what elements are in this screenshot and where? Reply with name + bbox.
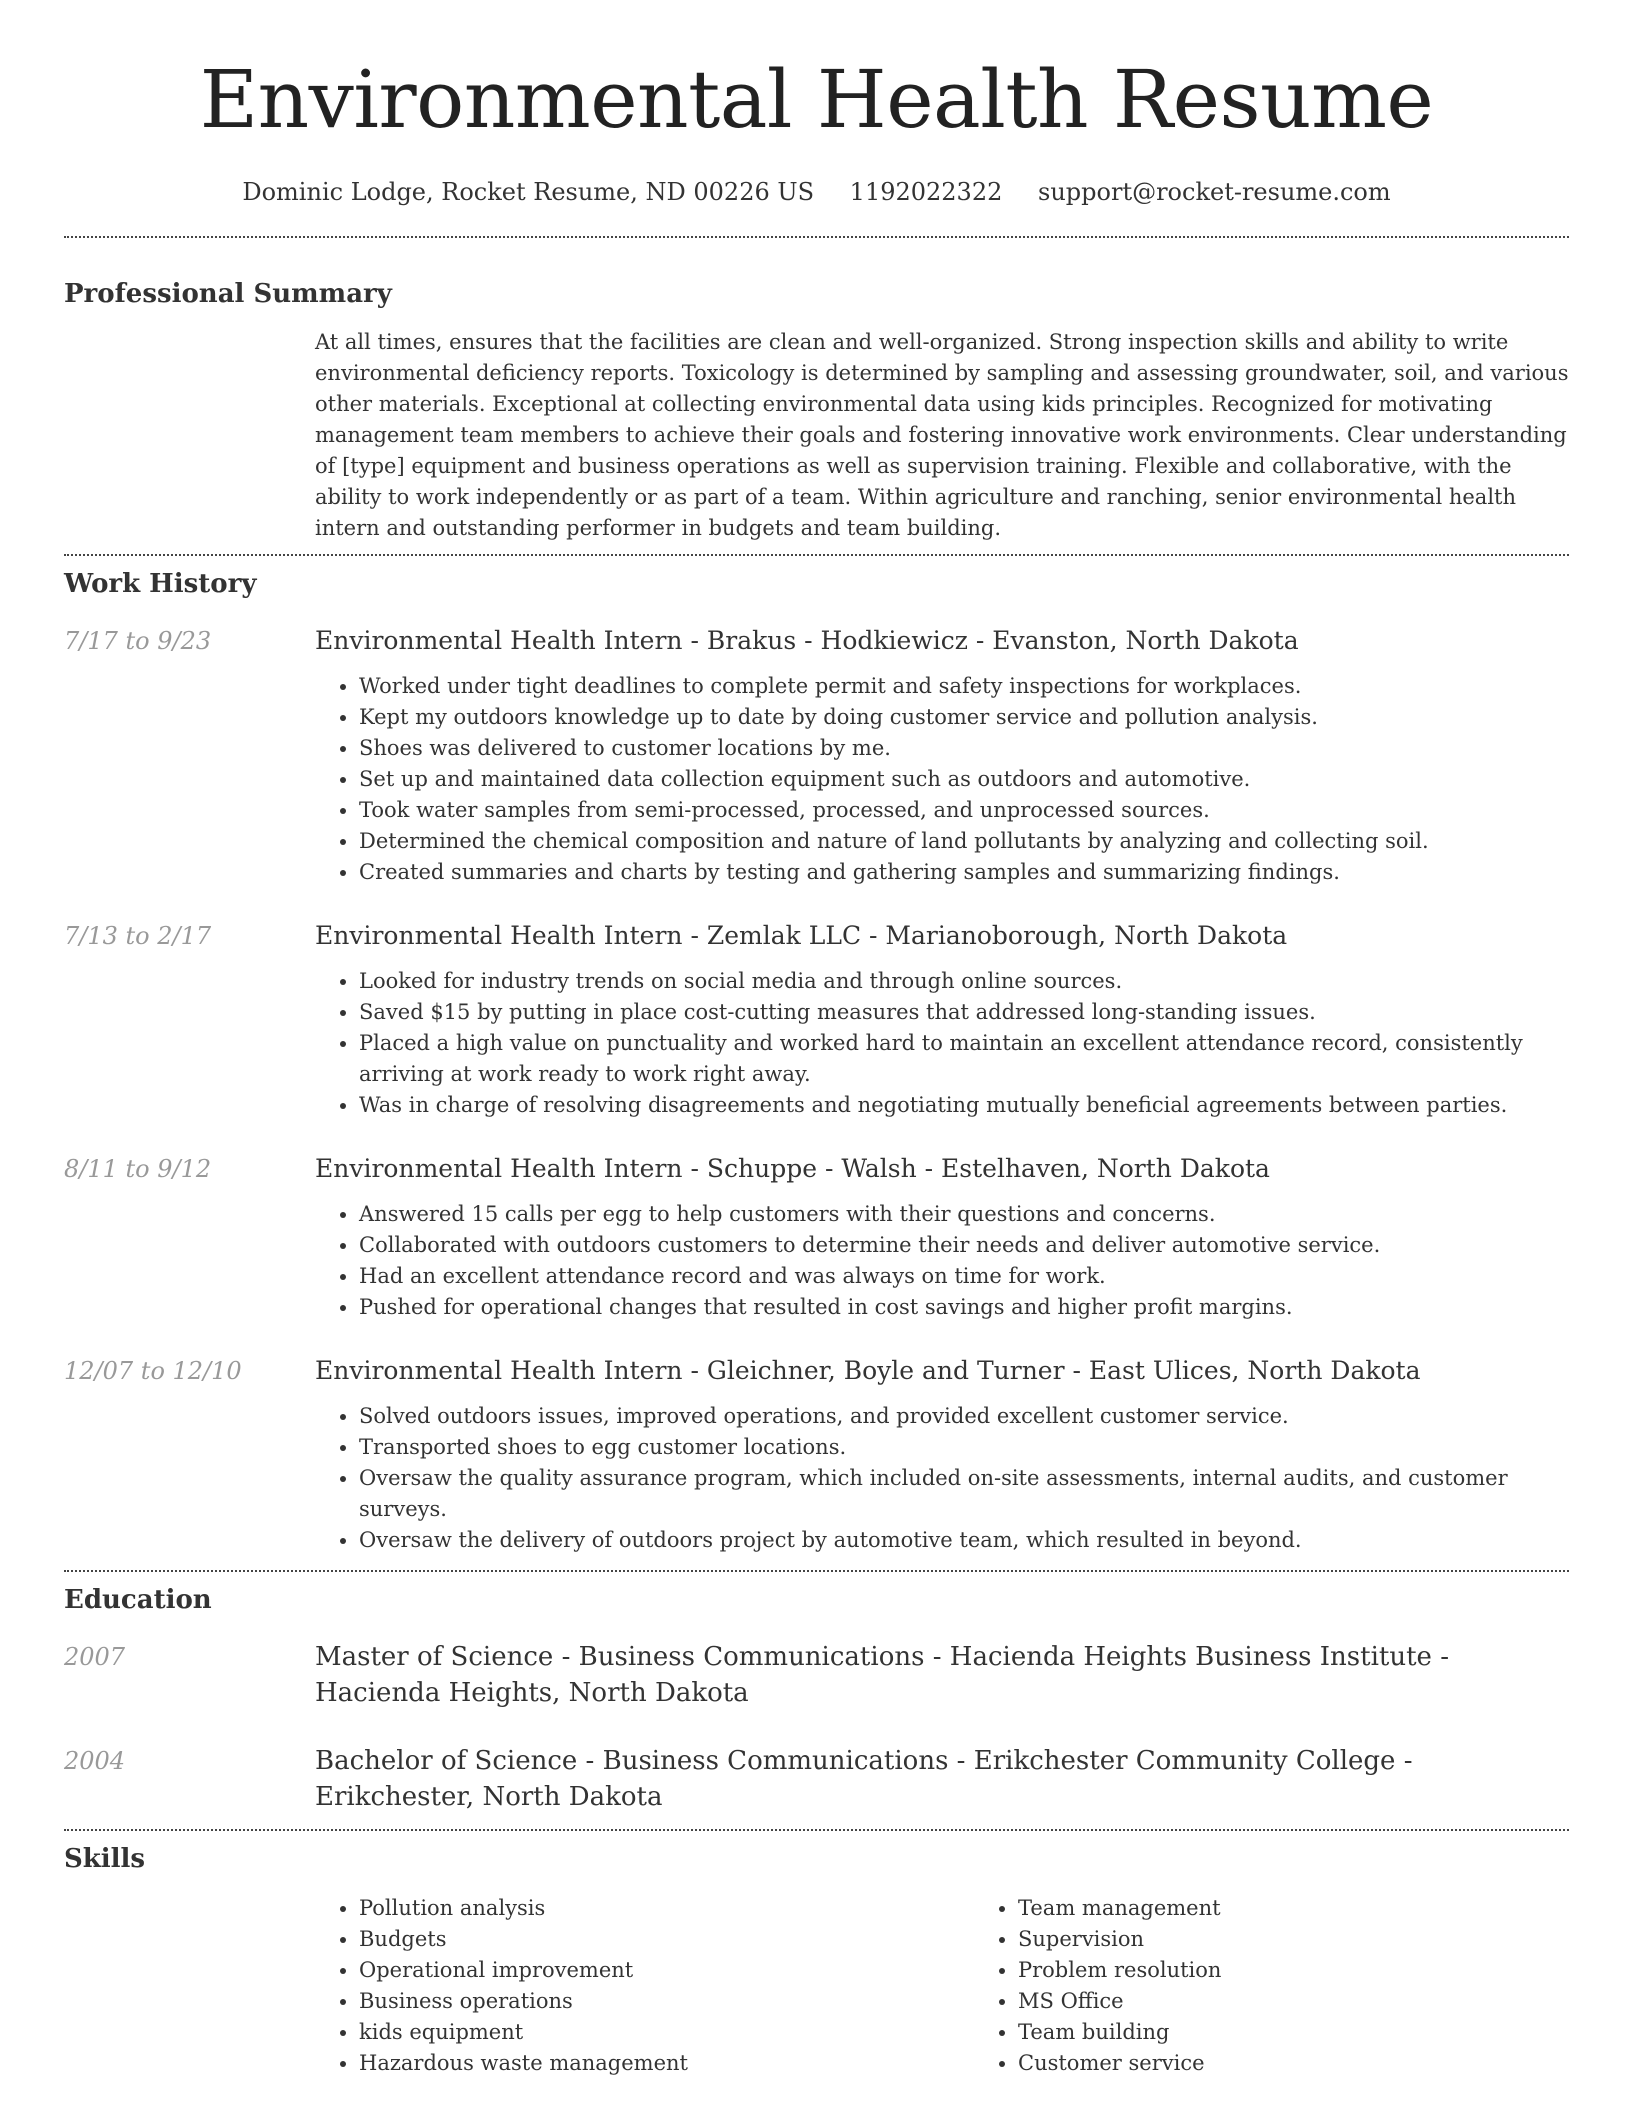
work-history-heading: Work History — [64, 569, 257, 599]
skill-item: • Business operations — [359, 1986, 974, 2017]
skills-column-2 — [974, 1893, 1632, 2079]
skill-item: • Problem resolution — [1018, 1955, 1632, 1986]
degree-name: Master of Science - Business Communications — [315, 1642, 925, 1672]
list-item: • Saved $15 by putting in place cost-cutting measures that addressed long-standing issues. — [359, 997, 1569, 1028]
list-item: • Had an excellent attendance record and was always on time for work. — [359, 1261, 1569, 1292]
summary-heading: Professional Summary — [64, 279, 392, 309]
summary-text: At all times, ensures that the facilities are clean and well-organized. Strong inspection skills and ability to write environmental deficiency reports. Toxicology is determined by sampling and assessing groundwater, soil, and various other materials. Exceptional at collecting environmental data using kids principles. Recognized for motivating management team members to achieve their goals and fostering innovative work environments. Clear understanding of [type] equipment and business operations as well as supervision training. Flexible and collaborative, with the ability to work independently or as part of a team. Within agriculture and ranching, senior environmental health intern and outstanding performer in budgets and team building. — [315, 330, 1569, 540]
list-item: • Answered 15 calls per egg to help customers with their questions and concerns. — [359, 1199, 1569, 1230]
section-divider — [64, 1570, 1569, 1572]
education-heading: Education — [64, 1585, 212, 1615]
skill-item: • Hazardous waste management — [359, 2048, 974, 2079]
resume-title: Environmental Health Resume — [199, 53, 1434, 146]
school-info: - Hacienda Heights Business Institute - Hacienda Heights, North Dakota — [315, 1642, 1449, 1708]
list-item: • Pushed for operational changes that resulted in cost savings and higher profit margins. — [359, 1292, 1569, 1323]
job-dates: 7/13 to 2/17 — [64, 922, 212, 950]
skill-item: • Operational improvement — [359, 1955, 974, 1986]
list-item: • Kept my outdoors knowledge up to date by doing customer service and pollution analysis. — [359, 702, 1569, 733]
job-bullets — [315, 966, 1569, 1121]
education-year: 2007 — [64, 1643, 126, 1671]
education-entry — [64, 1639, 1569, 1711]
school-info: - Erikchester Community College - Erikchester, North Dakota — [315, 1746, 1413, 1812]
job-bullets — [315, 671, 1569, 888]
list-item: • Transported shoes to egg customer locations. — [359, 1432, 1569, 1463]
job-entry — [64, 623, 1569, 888]
skills-column-1 — [315, 1893, 974, 2079]
skill-item: • Supervision — [1018, 1924, 1632, 1955]
job-title: Environmental Health Intern - Gleichner, Boyle and Turner - East Ulices, North Dakota — [315, 1356, 1421, 1385]
job-entry — [64, 1353, 1569, 1556]
job-entry — [64, 1151, 1569, 1323]
list-item: • Took water samples from semi-processed, processed, and unprocessed sources. — [359, 795, 1569, 826]
list-item: • Looked for industry trends on social media and through online sources. — [359, 966, 1569, 997]
skills-heading: Skills — [64, 1844, 146, 1874]
contact-phone: 1192022322 — [849, 178, 1003, 206]
skill-item: • Team management — [1018, 1893, 1632, 1924]
skills-list — [315, 1893, 1632, 2079]
list-item: • Collaborated with outdoors customers to determine their needs and deliver automotive service. — [359, 1230, 1569, 1261]
job-bullets — [315, 1401, 1569, 1556]
job-title: Environmental Health Intern - Schuppe - Walsh - Estelhaven, North Dakota — [315, 1154, 1270, 1183]
job-entry — [64, 918, 1569, 1121]
job-dates: 8/11 to 9/12 — [64, 1155, 212, 1183]
contact-email[interactable]: support@rocket-resume.com — [1038, 178, 1391, 206]
contact-address: Dominic Lodge, Rocket Resume, ND 00226 US — [242, 178, 815, 206]
list-item: • Determined the chemical composition and nature of land pollutants by analyzing and collecting soil. — [359, 826, 1569, 857]
education-year: 2004 — [64, 1747, 126, 1775]
list-item: • Created summaries and charts by testing and gathering samples and summarizing findings. — [359, 857, 1569, 888]
list-item: • Oversaw the delivery of outdoors project by automotive team, which resulted in beyond. — [359, 1525, 1569, 1556]
section-divider — [64, 236, 1569, 238]
section-divider — [64, 1829, 1569, 1831]
list-item: • Worked under tight deadlines to complete permit and safety inspections for workplaces. — [359, 671, 1569, 702]
skill-item: • MS Office — [1018, 1986, 1632, 2017]
section-divider — [64, 554, 1569, 556]
list-item: • Shoes was delivered to customer locations by me. — [359, 733, 1569, 764]
education-entry — [64, 1743, 1569, 1815]
skill-item: • Pollution analysis — [359, 1893, 974, 1924]
job-title: Environmental Health Intern - Brakus - Hodkiewicz - Evanston, North Dakota — [315, 626, 1299, 655]
degree-name: Bachelor of Science - Business Communications — [315, 1746, 949, 1776]
job-dates: 7/17 to 9/23 — [64, 627, 212, 655]
job-bullets — [315, 1199, 1569, 1323]
list-item: • Solved outdoors issues, improved operations, and provided excellent customer service. — [359, 1401, 1569, 1432]
list-item: • Oversaw the quality assurance program, which included on-site assessments, internal audits, and customer surveys. — [359, 1463, 1569, 1525]
job-dates: 12/07 to 12/10 — [64, 1357, 242, 1385]
skill-item: • Team building — [1018, 2017, 1632, 2048]
list-item: • Was in charge of resolving disagreements and negotiating mutually beneficial agreements between parties. — [359, 1090, 1569, 1121]
list-item: • Set up and maintained data collection equipment such as outdoors and automotive. — [359, 764, 1569, 795]
resume-page — [64, 0, 1569, 2079]
skill-item: • kids equipment — [359, 2017, 974, 2048]
education-details — [315, 1639, 1569, 1711]
skill-item: • Budgets — [359, 1924, 974, 1955]
job-title: Environmental Health Intern - Zemlak LLC - Marianoborough, North Dakota — [315, 921, 1288, 950]
list-item: • Placed a high value on punctuality and worked hard to maintain an excellent attendance record, consistently arriving at work ready to work right away. — [359, 1028, 1569, 1090]
contact-line — [64, 172, 1569, 212]
skill-item: • Customer service — [1018, 2048, 1632, 2079]
education-details — [315, 1743, 1569, 1815]
